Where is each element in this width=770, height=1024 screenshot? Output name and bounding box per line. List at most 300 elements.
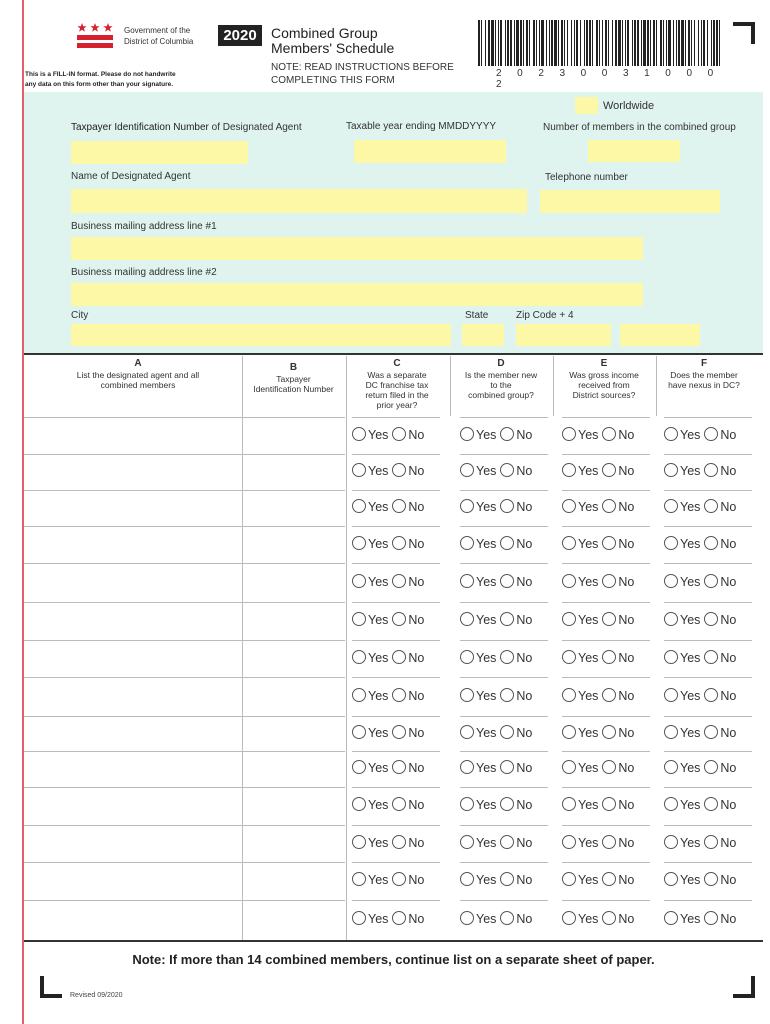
no-radio[interactable]: [704, 650, 718, 664]
yes-radio[interactable]: [664, 463, 678, 477]
row-divider: [562, 526, 650, 527]
no-radio[interactable]: [602, 463, 616, 477]
no-radio[interactable]: [602, 574, 616, 588]
no-radio[interactable]: [602, 911, 616, 925]
column-a-header: A List the designated agent and all combined members: [76, 358, 200, 390]
row-divider: [244, 454, 345, 455]
yes-label: Yes: [368, 798, 389, 812]
row-divider: [24, 602, 252, 603]
no-label: No: [720, 650, 737, 665]
row-divider: [460, 563, 548, 564]
no-radio[interactable]: [392, 536, 406, 550]
yes-radio[interactable]: [352, 499, 366, 513]
no-radio[interactable]: [392, 872, 406, 886]
no-label: No: [720, 688, 737, 703]
yes-no-group-f: [664, 499, 740, 514]
yes-no-group-e: [562, 688, 638, 703]
no-label: No: [408, 464, 425, 478]
member-tin-field[interactable]: [246, 679, 341, 714]
yes-label: Yes: [578, 427, 599, 442]
yes-no-group-e: [562, 612, 638, 627]
member-name-field[interactable]: [28, 604, 238, 638]
no-label: No: [618, 613, 635, 627]
yes-no-group-f: [664, 872, 740, 887]
no-label: No: [408, 688, 425, 703]
yes-no-group-c: [352, 725, 428, 740]
row-divider: [562, 787, 650, 788]
no-radio[interactable]: [392, 499, 406, 513]
row-divider: [664, 787, 752, 788]
government-label: Government of the District of Columbia: [124, 26, 194, 46]
no-label: No: [720, 873, 737, 887]
row-divider: [244, 640, 345, 641]
no-label: No: [516, 500, 533, 514]
no-label: No: [720, 427, 737, 442]
no-radio[interactable]: [704, 688, 718, 702]
yes-radio[interactable]: [460, 911, 474, 925]
yes-radio[interactable]: [664, 797, 678, 811]
yes-radio[interactable]: [562, 427, 576, 441]
state-label: State: [465, 310, 489, 321]
row-divider: [352, 825, 440, 826]
yes-label: Yes: [578, 798, 599, 812]
no-radio[interactable]: [602, 725, 616, 739]
no-radio[interactable]: [704, 536, 718, 550]
no-label: No: [516, 798, 533, 812]
yes-label: Yes: [476, 464, 497, 478]
barcode-icon: [478, 20, 721, 66]
address1-field[interactable]: [71, 237, 643, 260]
yes-label: Yes: [680, 427, 701, 442]
yes-no-group-f: [664, 650, 740, 665]
no-radio[interactable]: [392, 725, 406, 739]
yes-radio[interactable]: [562, 612, 576, 626]
taxable-year-field[interactable]: [354, 140, 506, 163]
no-label: No: [516, 574, 533, 589]
member-tin-field[interactable]: [246, 753, 341, 785]
zip-plus4-field[interactable]: [620, 324, 700, 346]
no-label: No: [618, 761, 635, 775]
yes-no-group-d: [460, 536, 536, 551]
row-divider: [460, 862, 548, 863]
zip-field[interactable]: [516, 324, 611, 346]
no-label: No: [618, 574, 635, 589]
no-radio[interactable]: [602, 835, 616, 849]
yes-no-group-e: [562, 427, 638, 442]
members-count-label: Number of members in the combined group: [543, 122, 736, 133]
city-label: City: [71, 310, 89, 321]
row-divider: [460, 787, 548, 788]
yes-label: Yes: [680, 688, 701, 703]
tin-field[interactable]: [71, 141, 248, 164]
member-name-field[interactable]: [28, 902, 238, 938]
no-radio[interactable]: [704, 797, 718, 811]
no-radio[interactable]: [704, 499, 718, 513]
yes-radio[interactable]: [460, 760, 474, 774]
yes-label: Yes: [578, 873, 599, 887]
no-radio[interactable]: [602, 688, 616, 702]
yes-radio[interactable]: [562, 650, 576, 664]
yes-label: Yes: [368, 761, 389, 775]
telephone-field[interactable]: [540, 190, 720, 213]
yes-radio[interactable]: [664, 536, 678, 550]
no-radio[interactable]: [392, 650, 406, 664]
state-field[interactable]: [462, 324, 504, 346]
no-radio[interactable]: [500, 650, 514, 664]
no-radio[interactable]: [704, 911, 718, 925]
no-radio[interactable]: [500, 688, 514, 702]
yes-label: Yes: [680, 613, 701, 627]
yes-radio[interactable]: [460, 612, 474, 626]
yes-label: Yes: [680, 574, 701, 589]
member-name-field[interactable]: [28, 827, 238, 860]
yes-label: Yes: [368, 688, 389, 703]
column-e-header: E Was gross income received from District sources?: [569, 358, 639, 400]
member-name-field[interactable]: [28, 456, 238, 488]
yes-radio[interactable]: [562, 574, 576, 588]
no-radio[interactable]: [500, 797, 514, 811]
member-name-field[interactable]: [28, 864, 238, 898]
yes-no-group-c: [352, 612, 428, 627]
row-divider: [24, 862, 252, 863]
yes-radio[interactable]: [562, 911, 576, 925]
no-radio[interactable]: [392, 574, 406, 588]
yes-radio[interactable]: [562, 872, 576, 886]
no-label: No: [618, 536, 635, 551]
no-label: No: [516, 835, 533, 850]
yes-radio[interactable]: [460, 499, 474, 513]
no-label: No: [516, 873, 533, 887]
row-divider: [244, 526, 345, 527]
no-label: No: [408, 613, 425, 627]
yes-radio[interactable]: [562, 688, 576, 702]
yes-label: Yes: [578, 464, 599, 478]
yes-label: Yes: [368, 500, 389, 514]
yes-radio[interactable]: [352, 688, 366, 702]
yes-radio[interactable]: [460, 835, 474, 849]
yes-radio[interactable]: [352, 797, 366, 811]
row-divider: [24, 677, 252, 678]
yes-radio[interactable]: [352, 536, 366, 550]
table-bottom-rule: [24, 940, 763, 942]
worldwide-label: Worldwide: [603, 100, 655, 112]
yes-label: Yes: [578, 688, 599, 703]
yes-no-group-f: [664, 574, 740, 589]
member-name-field[interactable]: [28, 419, 238, 452]
no-radio[interactable]: [602, 499, 616, 513]
row-divider: [24, 454, 252, 455]
yes-label: Yes: [680, 912, 701, 926]
yes-no-group-e: [562, 797, 638, 812]
worldwide-checkbox[interactable]: [575, 97, 598, 114]
zip-label: Zip Code + 4: [516, 310, 574, 321]
row-divider: [460, 602, 548, 603]
no-radio[interactable]: [392, 427, 406, 441]
member-tin-field[interactable]: [246, 789, 341, 823]
no-radio[interactable]: [704, 835, 718, 849]
yes-no-group-d: [460, 835, 536, 850]
no-radio[interactable]: [392, 688, 406, 702]
yes-label: Yes: [476, 500, 497, 514]
yes-no-group-e: [562, 911, 638, 926]
yes-radio[interactable]: [664, 688, 678, 702]
yes-no-group-c: [352, 911, 428, 926]
yes-radio[interactable]: [352, 760, 366, 774]
no-radio[interactable]: [500, 536, 514, 550]
yes-label: Yes: [578, 835, 599, 850]
no-label: No: [720, 464, 737, 478]
row-divider: [460, 751, 548, 752]
no-label: No: [720, 798, 737, 812]
no-radio[interactable]: [704, 725, 718, 739]
yes-radio[interactable]: [562, 835, 576, 849]
yes-radio[interactable]: [352, 872, 366, 886]
no-radio[interactable]: [704, 612, 718, 626]
no-radio[interactable]: [602, 650, 616, 664]
no-label: No: [720, 761, 737, 775]
no-radio[interactable]: [704, 427, 718, 441]
no-radio[interactable]: [602, 612, 616, 626]
no-label: No: [408, 798, 425, 812]
no-radio[interactable]: [500, 463, 514, 477]
no-label: No: [516, 536, 533, 551]
yes-radio[interactable]: [664, 427, 678, 441]
yes-label: Yes: [368, 835, 389, 850]
no-radio[interactable]: [500, 760, 514, 774]
row-divider: [24, 787, 252, 788]
form-title: Combined Group Members' Schedule: [271, 25, 395, 56]
row-divider: [664, 862, 752, 863]
member-tin-field[interactable]: [246, 604, 341, 638]
no-radio[interactable]: [500, 911, 514, 925]
no-radio[interactable]: [704, 760, 718, 774]
member-tin-field[interactable]: [246, 492, 341, 524]
no-radio[interactable]: [602, 427, 616, 441]
no-radio[interactable]: [392, 911, 406, 925]
member-tin-field[interactable]: [246, 528, 341, 561]
yes-no-group-c: [352, 463, 428, 478]
yes-radio[interactable]: [664, 499, 678, 513]
yes-radio[interactable]: [562, 725, 576, 739]
row-divider: [244, 417, 345, 418]
yes-no-group-c: [352, 536, 428, 551]
row-divider: [562, 862, 650, 863]
row-divider: [664, 751, 752, 752]
column-divider: [656, 356, 657, 416]
no-radio[interactable]: [602, 760, 616, 774]
yes-no-group-e: [562, 650, 638, 665]
yes-radio[interactable]: [352, 835, 366, 849]
no-radio[interactable]: [500, 725, 514, 739]
yes-label: Yes: [578, 725, 599, 740]
row-divider: [24, 825, 252, 826]
dc-flag-logo: [77, 22, 113, 50]
no-radio[interactable]: [392, 835, 406, 849]
no-label: No: [720, 912, 737, 926]
yes-radio[interactable]: [562, 536, 576, 550]
yes-radio[interactable]: [460, 427, 474, 441]
yes-radio[interactable]: [562, 797, 576, 811]
yes-label: Yes: [476, 650, 497, 665]
yes-radio[interactable]: [460, 872, 474, 886]
yes-label: Yes: [680, 536, 701, 551]
yes-label: Yes: [578, 650, 599, 665]
yes-no-group-c: [352, 797, 428, 812]
yes-no-group-f: [664, 797, 740, 812]
row-divider: [460, 490, 548, 491]
yes-radio[interactable]: [352, 725, 366, 739]
address2-label: Business mailing address line #2: [71, 267, 217, 278]
row-divider: [244, 563, 345, 564]
no-radio[interactable]: [392, 463, 406, 477]
yes-label: Yes: [680, 873, 701, 887]
members-count-field[interactable]: [588, 140, 680, 162]
yes-label: Yes: [476, 761, 497, 775]
corner-mark-bottom-left-icon: [40, 976, 62, 998]
member-name-field[interactable]: [28, 718, 238, 749]
no-label: No: [618, 912, 635, 926]
member-tin-field[interactable]: [246, 565, 341, 600]
yes-label: Yes: [680, 464, 701, 478]
no-radio[interactable]: [500, 872, 514, 886]
yes-radio[interactable]: [460, 463, 474, 477]
no-label: No: [516, 725, 533, 740]
yes-radio[interactable]: [664, 574, 678, 588]
yes-label: Yes: [578, 912, 599, 926]
yes-radio[interactable]: [352, 650, 366, 664]
column-divider: [346, 356, 347, 940]
yes-no-group-d: [460, 463, 536, 478]
member-name-field[interactable]: [28, 492, 238, 524]
agent-name-field[interactable]: [71, 189, 527, 213]
yes-label: Yes: [368, 464, 389, 478]
yes-radio[interactable]: [352, 612, 366, 626]
row-divider: [244, 751, 345, 752]
row-divider: [352, 454, 440, 455]
yes-radio[interactable]: [664, 725, 678, 739]
yes-no-group-d: [460, 911, 536, 926]
member-name-field[interactable]: [28, 679, 238, 714]
member-tin-field[interactable]: [246, 642, 341, 675]
yes-radio[interactable]: [664, 760, 678, 774]
yes-radio[interactable]: [352, 427, 366, 441]
yes-no-group-f: [664, 835, 740, 850]
member-tin-field[interactable]: [246, 718, 341, 749]
row-divider: [562, 751, 650, 752]
yes-radio[interactable]: [664, 612, 678, 626]
yes-radio[interactable]: [460, 536, 474, 550]
yes-radio[interactable]: [460, 797, 474, 811]
no-radio[interactable]: [602, 536, 616, 550]
no-radio[interactable]: [602, 872, 616, 886]
yes-no-group-f: [664, 427, 740, 442]
row-divider: [562, 602, 650, 603]
yes-radio[interactable]: [664, 650, 678, 664]
yes-radio[interactable]: [562, 463, 576, 477]
row-divider: [460, 454, 548, 455]
yes-radio[interactable]: [460, 650, 474, 664]
no-radio[interactable]: [392, 612, 406, 626]
no-radio[interactable]: [500, 574, 514, 588]
yes-radio[interactable]: [460, 688, 474, 702]
no-label: No: [720, 725, 737, 740]
no-label: No: [408, 912, 425, 926]
city-field[interactable]: [71, 324, 451, 346]
member-name-field[interactable]: [28, 642, 238, 675]
row-divider: [460, 417, 548, 418]
yes-radio[interactable]: [664, 911, 678, 925]
yes-no-group-c: [352, 427, 428, 442]
no-radio[interactable]: [704, 463, 718, 477]
yes-no-group-c: [352, 650, 428, 665]
member-name-field[interactable]: [28, 789, 238, 823]
member-tin-field[interactable]: [246, 864, 341, 898]
row-divider: [244, 900, 345, 901]
yes-radio[interactable]: [562, 499, 576, 513]
yes-radio[interactable]: [562, 760, 576, 774]
no-label: No: [516, 650, 533, 665]
yes-no-group-e: [562, 725, 638, 740]
telephone-label: Telephone number: [545, 172, 628, 183]
yes-label: Yes: [476, 536, 497, 551]
yes-label: Yes: [578, 500, 599, 514]
row-divider: [24, 900, 252, 901]
address2-field[interactable]: [71, 283, 643, 306]
no-radio[interactable]: [704, 574, 718, 588]
yes-radio[interactable]: [460, 574, 474, 588]
yes-no-group-c: [352, 835, 428, 850]
yes-label: Yes: [476, 613, 497, 627]
no-radio[interactable]: [602, 797, 616, 811]
member-tin-field[interactable]: [246, 456, 341, 488]
yes-radio[interactable]: [352, 911, 366, 925]
yes-radio[interactable]: [664, 835, 678, 849]
member-name-field[interactable]: [28, 528, 238, 561]
member-tin-field[interactable]: [246, 827, 341, 860]
no-radio[interactable]: [500, 612, 514, 626]
yes-no-group-d: [460, 650, 536, 665]
yes-no-group-f: [664, 688, 740, 703]
no-radio[interactable]: [392, 797, 406, 811]
corner-mark-top-right-icon: [733, 22, 755, 44]
row-divider: [562, 640, 650, 641]
barcode-number: 20230031000 2: [496, 68, 729, 90]
no-radio[interactable]: [500, 835, 514, 849]
yes-no-group-f: [664, 612, 740, 627]
yes-label: Yes: [680, 761, 701, 775]
member-tin-field[interactable]: [246, 419, 341, 452]
yes-radio[interactable]: [460, 725, 474, 739]
yes-label: Yes: [680, 798, 701, 812]
no-radio[interactable]: [704, 872, 718, 886]
yes-radio[interactable]: [352, 574, 366, 588]
no-radio[interactable]: [392, 760, 406, 774]
no-radio[interactable]: [500, 499, 514, 513]
yes-radio[interactable]: [352, 463, 366, 477]
row-divider: [664, 563, 752, 564]
yes-radio[interactable]: [664, 872, 678, 886]
column-f-header: F Does the member have nexus in DC?: [668, 358, 740, 390]
yes-no-group-f: [664, 536, 740, 551]
member-name-field[interactable]: [28, 753, 238, 785]
member-name-field[interactable]: [28, 565, 238, 600]
yes-no-group-e: [562, 872, 638, 887]
row-divider: [244, 825, 345, 826]
no-radio[interactable]: [500, 427, 514, 441]
yes-label: Yes: [680, 650, 701, 665]
member-tin-field[interactable]: [246, 902, 341, 938]
no-label: No: [618, 500, 635, 514]
